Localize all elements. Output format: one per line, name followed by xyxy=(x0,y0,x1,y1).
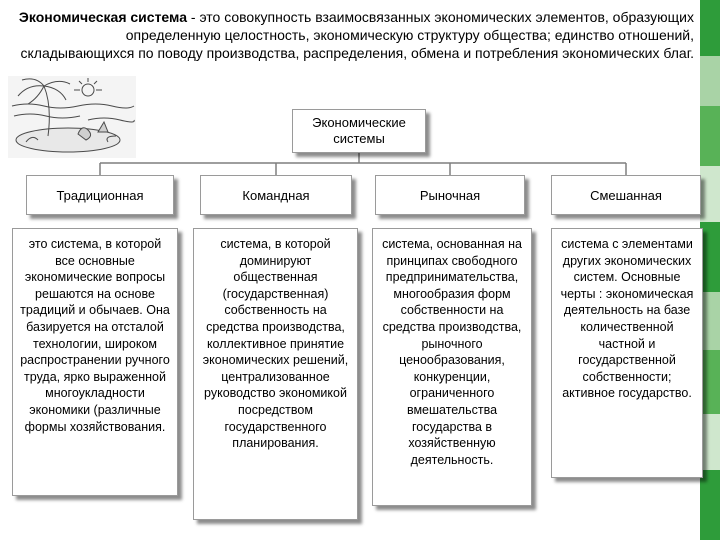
definition-term: Экономическая система xyxy=(18,9,187,25)
type-traditional-label: Традиционная xyxy=(26,175,174,215)
type-mixed-description: система с элементами других экономических систем. Основные черты : экономическая деятельность на базе количественной частной и государственной собственности; активное государство. xyxy=(551,228,703,478)
type-traditional-description: это система, в которой все основные экономические вопросы решаются на основе традиций и обычаев. Она базируется на отсталой технологии, широком распространении ручного труда, ярко выраженной многоукладности экономики (различные формы хозяйствования. xyxy=(12,228,178,496)
type-command-label: Командная xyxy=(200,175,352,215)
root-node: Экономические системы xyxy=(292,109,426,153)
type-market-description: система, основанная на принципах свободного предпринимательства, многообразия форм собственности на средства производства, рыночного ценообразования, конкуренции, ограниченного вмешательства государства в хозяйственную деятельность. xyxy=(372,228,532,506)
type-command-description: система, в которой доминируют общественная (государственная) собственность на средства производства, коллективное принятие экономических решений, централизованное руководство экономикой посредством государственного планирования. xyxy=(193,228,358,520)
type-market-label: Рыночная xyxy=(375,175,525,215)
definition-body: - это совокупность взаимосвязанных экономических элементов, образующих определенную целостность, экономическую структуру общества; единство отношений, складывающихся по поводу производства, распределения, обмена и потребления экономических благ. xyxy=(20,9,694,62)
type-mixed-label: Смешанная xyxy=(551,175,701,215)
